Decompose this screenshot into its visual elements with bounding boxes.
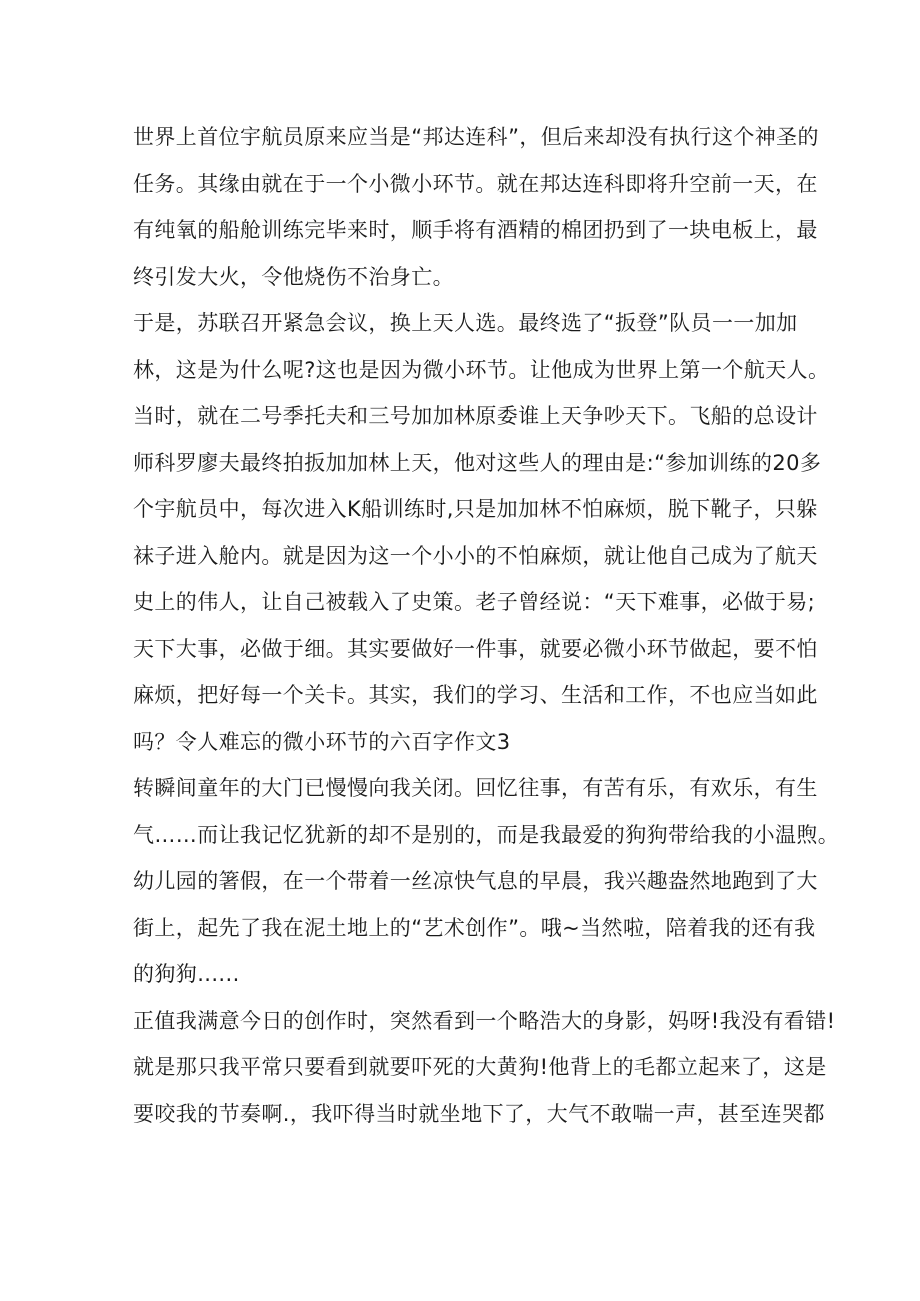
text-line: 林，这是为什么呢?这也是因为微小环节。让他成为世界上第一个航天人。 [133, 357, 830, 382]
text-line: 转瞬间童年的大门已慢慢向我关闭。回忆往事，有苦有乐，有欢乐，有生 [133, 776, 818, 800]
text-line: 世界上首位宇航员原来应当是“邦达连科”，但后来却没有执行这个神圣的 [133, 125, 819, 149]
text-line: 袜子进入舱内。就是因为这一个小小的不怕麻烦，就让他自己成为了航天 [133, 543, 818, 568]
text-line: 史上的伟人，让自己被载入了史策。老子曾经说：“天下难事，必做于易; [133, 590, 816, 614]
text-line: 麻烦，把好每一个关卡。其实，我们的学习、生活和工作，不也应当如此 [133, 683, 818, 707]
text-line: 终引发大火，令他烧伤不治身亡。 [133, 264, 454, 289]
text-line: 天下大事，必做于细。其实要做好一件事，就要必微小环节做起，要不怕 [133, 636, 818, 661]
text-line: 师科罗廖夫最终拍扳加加林上天，他对这些人的理由是:“参加训练的20多 [133, 450, 822, 475]
text-line: 个宇航员中，每次进入K船训练时,只是加加林不怕麻烦，脱下靴子，只躲 [133, 497, 818, 521]
text-line: 于是，苏联召开紧急会议，换上天人选。最终选了“扳登”队员一一加加 [133, 311, 798, 335]
text-line: 就是那只我平常只要看到就要吓死的大黄狗!他背上的毛都立起来了，这是 [133, 1055, 827, 1079]
text-line: 正值我满意今日的创作时，突然看到一个略浩大的身影，妈呀!我没有看错! [133, 1008, 836, 1033]
text-line: 幼儿园的箸假，在一个带着一丝凉快气息的早晨，我兴趣盎然地跑到了大 [133, 869, 818, 893]
text-line: 街上，起先了我在泥土地上的“艺术创作”。哦~当然啦，陪着我的还有我 [133, 915, 816, 940]
text-line: 气……而让我记忆犹新的却不是别的，而是我最爱的狗狗带给我的小温煦。 [133, 822, 840, 847]
text-line: 有纯氧的船舱训练完毕来时，顺手将有酒精的棉团扔到了一块电板上，最 [133, 218, 818, 242]
text-line: 要咬我的节奏啊.，我吓得当时就坐地下了，大气不敢喘一声，甚至连哭都 [133, 1101, 825, 1126]
text-line: 任务。其缘由就在于一个小微小环节。就在邦达连科即将升空前一天，在 [133, 171, 818, 196]
section-heading-line: 吗？令人难忘的微小环节的六百字作文3 [133, 729, 511, 754]
text-line: 的狗狗...... [133, 962, 240, 986]
text-line: 当时，就在二号季托夫和三号加加林原委谁上天争吵天下。飞船的总设计 [133, 404, 818, 428]
document-body [133, 114, 840, 1137]
